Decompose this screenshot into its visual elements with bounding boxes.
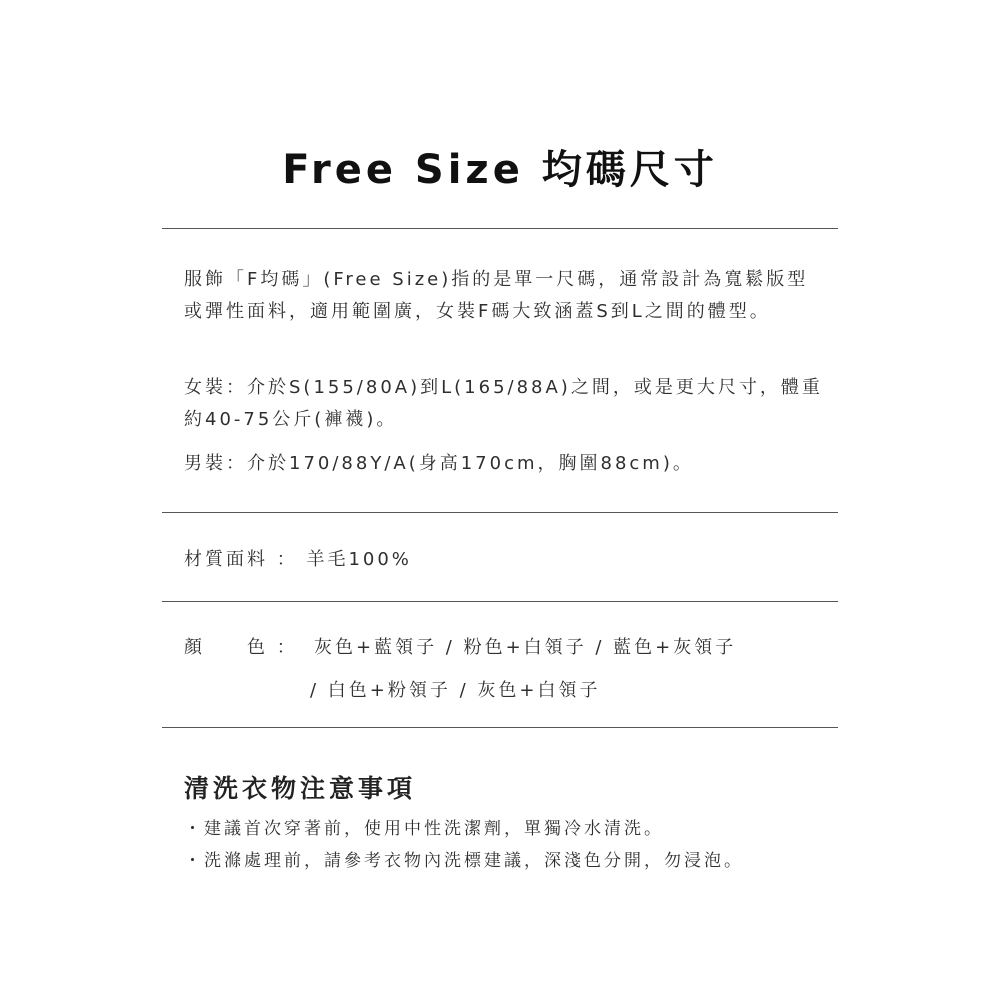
color-options-line1: 灰色+藍領子 / 粉色+白領子 / 藍色+灰領子	[314, 637, 737, 658]
mens-size-info: 男裝：介於170/88Y/A(身高170cm，胸圍88cm)。	[184, 453, 694, 474]
womens-size-info: 女裝：介於S(155/80A)到L(165/88A)之間，或是更大尺寸，體重約40-75公斤(褲襪)。	[184, 377, 823, 430]
care-item: ・建議首次穿著前，使用中性洗潔劑，單獨冷水清洗。	[184, 819, 664, 839]
page-title: Free Size 均碼尺寸	[282, 147, 718, 193]
divider	[162, 228, 838, 229]
care-title: 清洗衣物注意事項	[184, 774, 417, 803]
divider	[162, 727, 838, 728]
color-label: 顏 色 ：	[184, 637, 298, 658]
divider	[162, 601, 838, 602]
color-options-line2: / 白色+粉領子 / 灰色+白領子	[310, 680, 601, 701]
care-item: ・洗滌處理前，請參考衣物內洗標建議，深淺色分開，勿浸泡。	[184, 851, 744, 871]
material-info: 材質面料 ： 羊毛100%	[184, 549, 412, 570]
size-description: 服飾「F均碼」(Free Size)指的是單一尺碼，通常設計為寬鬆版型或彈性面料，適用範圍廣，女裝F碼大致涵蓋S到L之間的體型。	[184, 269, 809, 322]
divider	[162, 512, 838, 513]
